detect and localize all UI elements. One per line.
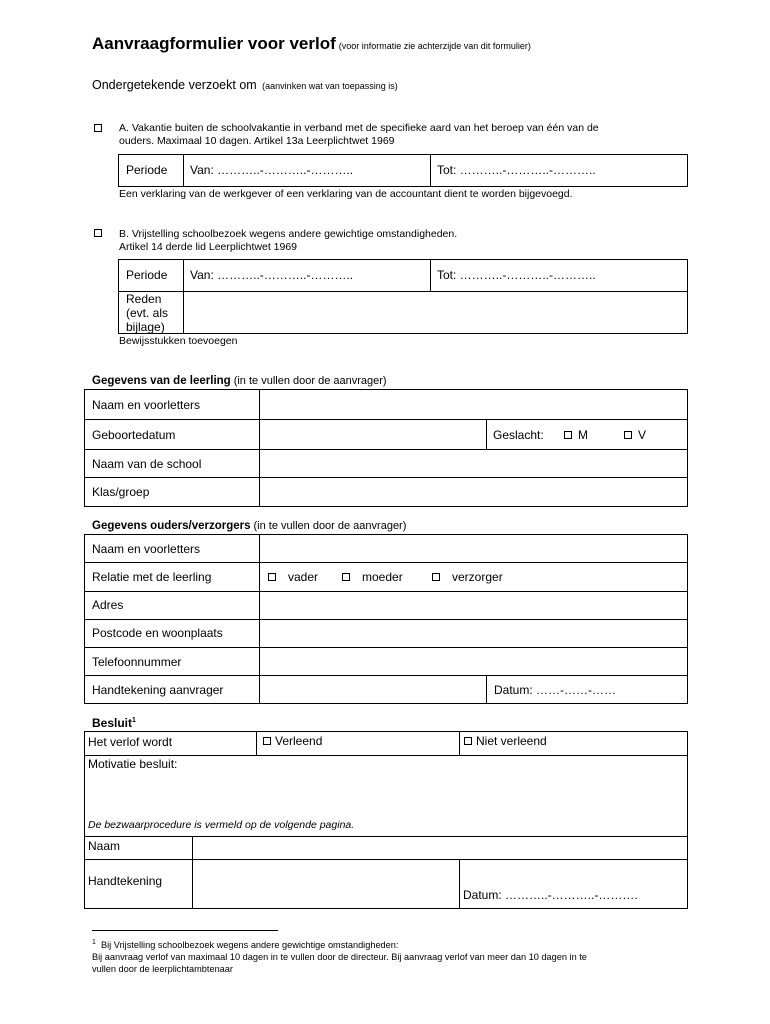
option-b-line1: B. Vrijstelling schoolbezoek wegens andere gewichtige omstandigheden. [119,228,458,240]
besluit-heading [92,716,136,730]
option-b-reden-label [126,292,168,334]
ouder-adres-label: Adres [92,598,124,612]
option-a-note: Een verklaring van de werkgever of een verklaring van de accountant dient te worden bijgevoegd. [119,188,573,200]
besluit-niet-verleend-checkbox[interactable] [464,737,472,745]
leerling-heading [92,375,387,387]
geslacht-v-checkbox[interactable] [624,431,632,439]
besluit-niet-verleend-option[interactable] [464,734,547,748]
geslacht-v-label: V [638,428,647,442]
footnote-number: 1 [92,939,96,946]
besluit-verleend-checkbox[interactable] [263,737,271,745]
form-title-text: Aanvraagformulier voor verlof [92,34,336,53]
geslacht-m-checkbox[interactable] [564,431,572,439]
besluit-naam-field[interactable] [193,837,687,859]
footnote [92,937,662,975]
option-b-reden-field[interactable] [184,292,687,333]
besluit-datum-field[interactable]: Datum: ………..-………..-………. [463,888,638,902]
relatie-verzorger-option[interactable] [432,570,503,584]
besluit-verlof-label: Het verlof wordt [88,735,173,749]
geslacht-label: Geslacht: [493,428,544,442]
besluit-niet-verleend-label: Niet verleend [476,734,547,748]
geslacht-m-option[interactable] [564,428,588,442]
leerling-geboortedatum-field[interactable] [260,420,486,449]
intro-text: Ondergetekende verzoekt om [92,78,257,92]
relatie-moeder-option[interactable] [342,570,403,584]
footnote-line2: Bij aanvraag verlof van maximaal 10 dagen in te vullen door de directeur. Bij aanvraag verlof van meer dan 10 dagen in te [92,952,587,963]
option-b-line2: Artikel 14 derde lid Leerplichtwet 1969 [119,241,298,253]
besluit-naam-label: Naam [88,839,121,853]
ouder-naam-field[interactable] [260,535,687,562]
leerling-klas-label: Klas/groep [92,485,150,499]
relatie-moeder-checkbox[interactable] [342,573,350,581]
leerling-school-label: Naam van de school [92,457,202,471]
leerling-heading-text: Gegevens van de leerling [92,375,231,387]
option-b-note: Bewijsstukken toevoegen [119,335,238,347]
option-b-tot-field[interactable]: Tot: ………..-………..-……….. [437,268,596,282]
ouder-naam-label: Naam en voorletters [92,542,201,556]
ouder-handtekening-label: Handtekening aanvrager [92,683,224,697]
option-b-van-field[interactable]: Van: ………..-………..-……….. [190,268,354,282]
ouder-adres-field[interactable] [260,592,687,619]
relatie-vader-label: vader [288,570,319,584]
reden-line1: Reden [126,292,162,306]
ouders-heading-text: Gegevens ouders/verzorgers [92,520,251,532]
reden-line3: bijlage) [126,320,165,334]
option-a-tot-field[interactable]: Tot: ………..-………..-……….. [437,163,596,177]
besluit-handtekening-label: Handtekening [88,874,163,888]
form-title-note: (voor informatie zie achterzijde van dit formulier) [338,41,531,51]
besluit-handtekening-field[interactable] [193,860,459,908]
relatie-verzorger-label: verzorger [452,570,503,584]
ouder-relatie-label: Relatie met de leerling [92,570,212,584]
geslacht-m-label: M [578,428,588,442]
ouders-heading-note: (in te vullen door de aanvrager) [253,520,407,532]
option-a-periode-label: Periode [126,163,168,177]
option-b-checkbox[interactable] [94,229,102,237]
footnote-line3: vullen door de leerplichtambtenaar [92,964,233,975]
relatie-verzorger-checkbox[interactable] [432,573,440,581]
ouder-telefoon-label: Telefoonnummer [92,655,182,669]
option-a-line1: A. Vakantie buiten de schoolvakantie in verband met de specifieke aard van het beroep van één van de [119,122,599,134]
geslacht-v-option[interactable] [624,428,646,442]
leerling-geboortedatum-label: Geboortedatum [92,428,176,442]
relatie-vader-option[interactable] [268,570,318,584]
besluit-motivatie-field[interactable] [85,772,687,816]
option-a-description [119,122,664,148]
intro-line [92,78,398,92]
relatie-moeder-label: moeder [362,570,403,584]
footnote-divider [92,930,278,931]
besluit-footnote-ref: 1 [132,717,136,724]
intro-note: (aanvinken wat van toepassing is) [262,81,398,91]
besluit-verleend-label: Verleend [275,734,323,748]
form-title [92,34,531,54]
option-a-van-field[interactable]: Van: ………..-………..-……….. [190,163,354,177]
besluit-bezwaar-note: De bezwaarprocedure is vermeld op de volgende pagina. [88,819,355,831]
besluit-motivatie-label: Motivatie besluit: [88,757,178,771]
leerling-naam-label: Naam en voorletters [92,398,201,412]
option-a-checkbox[interactable] [94,124,102,132]
footnote-line1-text: Bij Vrijstelling schoolbezoek wegens andere gewichtige omstandigheden: [101,940,399,951]
besluit-heading-text: Besluit [92,716,133,730]
leerling-school-field[interactable] [260,450,687,477]
reden-line2: (evt. als [126,306,169,320]
ouder-telefoon-field[interactable] [260,648,687,675]
option-a-line2: ouders. Maximaal 10 dagen. Artikel 13a Leerplichtwet 1969 [119,135,395,147]
ouder-postcode-field[interactable] [260,620,687,647]
ouders-heading [92,520,406,532]
option-b-periode-label: Periode [126,268,168,282]
leerling-naam-field[interactable] [260,390,687,419]
ouder-datum-field[interactable]: Datum: ……-……-…… [494,683,617,697]
leerling-heading-note: (in te vullen door de aanvrager) [233,375,387,387]
leerling-klas-field[interactable] [260,478,687,506]
besluit-verleend-option[interactable] [263,734,322,748]
footnote-line1 [92,937,662,951]
relatie-vader-checkbox[interactable] [268,573,276,581]
ouder-postcode-label: Postcode en woonplaats [92,626,223,640]
option-b-description [119,228,664,254]
ouder-handtekening-field[interactable] [260,676,486,703]
